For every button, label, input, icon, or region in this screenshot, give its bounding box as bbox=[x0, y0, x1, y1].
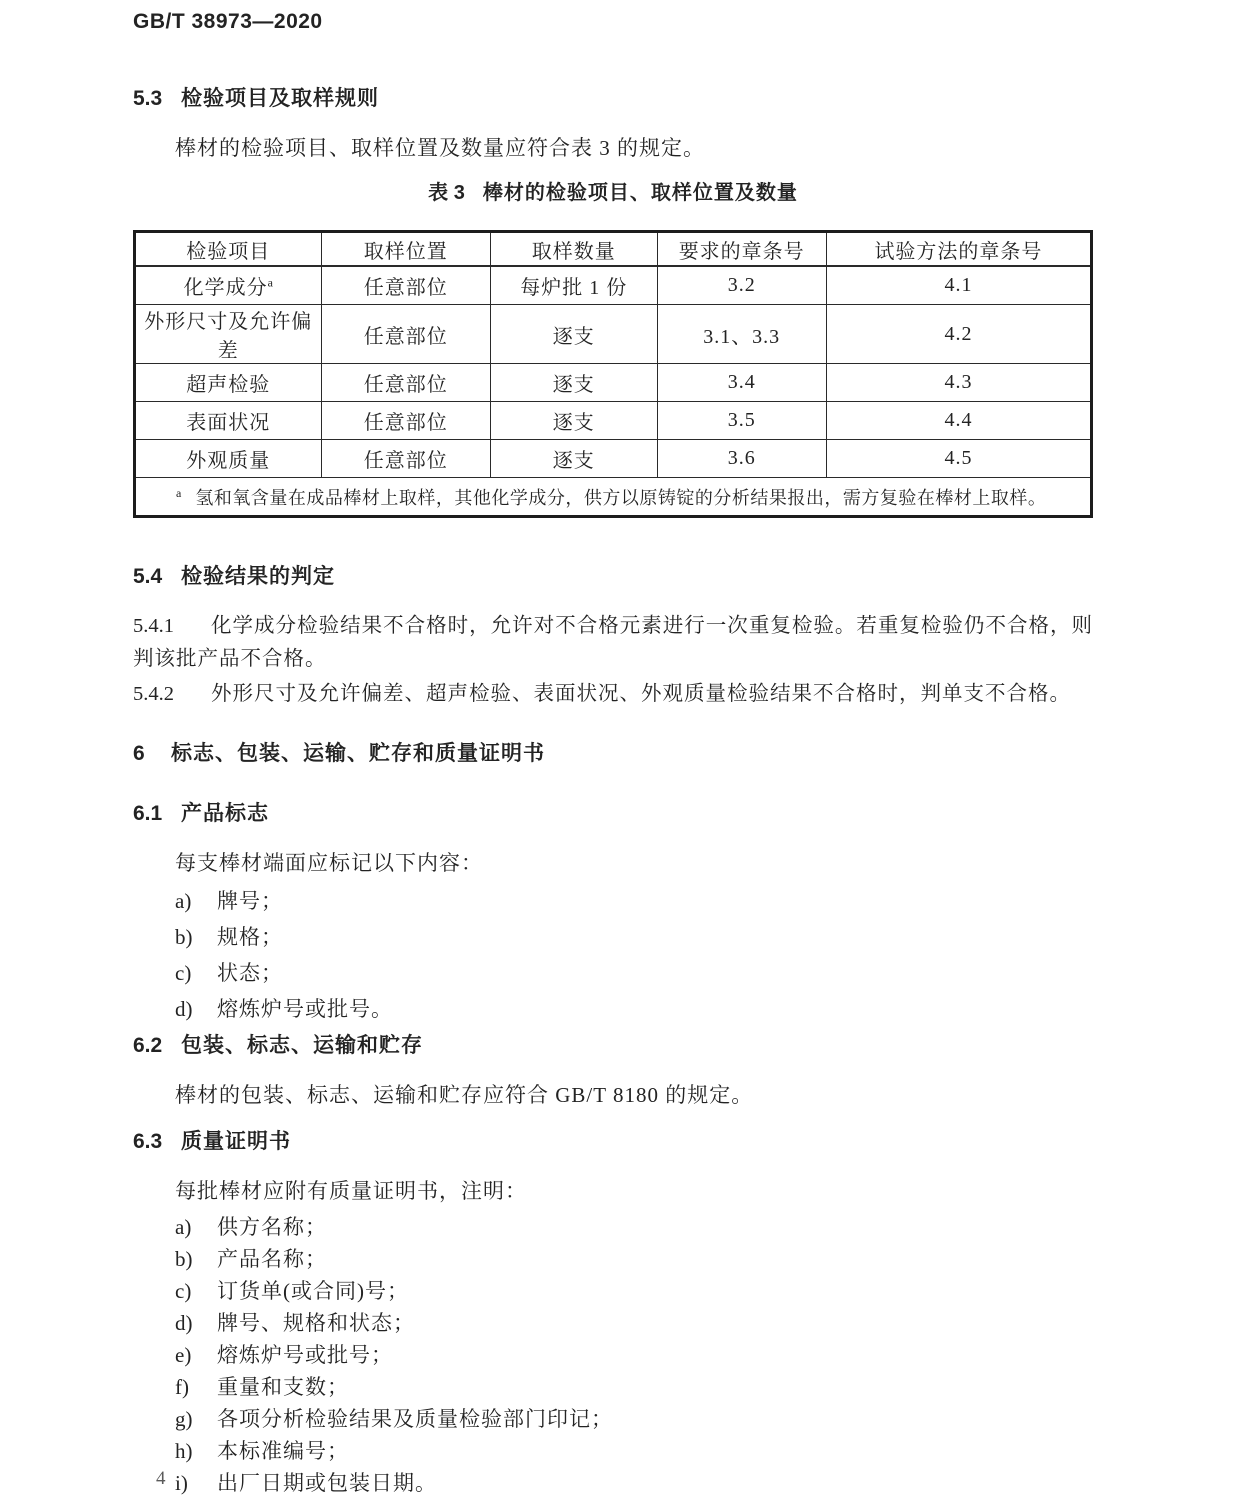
list-item bbox=[133, 919, 1093, 955]
footnote-text: 氢和氧含量在成品棒材上取样，其他化学成分，供方以原铸锭的分析结果报出，需方复验在棒材上取样。 bbox=[195, 487, 1047, 508]
cell-item: 外形尺寸及允许偏差 bbox=[135, 305, 322, 364]
list-item bbox=[133, 1371, 1093, 1403]
clause-text: 外形尺寸及允许偏差、超声检验、表面状况、外观质量检验结果不合格时，判单支不合格。 bbox=[211, 683, 1071, 705]
section-6-2-paragraph: 棒材的包装、标志、运输和贮存应符合 GB/T 8180 的规定。 bbox=[175, 1083, 754, 1107]
list-marker: b) bbox=[175, 1247, 193, 1271]
list-item bbox=[133, 1275, 1093, 1307]
section-5-4-heading bbox=[133, 564, 1093, 590]
list-item bbox=[133, 1211, 1093, 1243]
section-6-heading bbox=[133, 741, 1093, 767]
section-title: 检验项目及取样规则 bbox=[181, 87, 379, 110]
list-text: 牌号、规格和状态； bbox=[217, 1311, 415, 1335]
section-title: 检验结果的判定 bbox=[181, 565, 335, 588]
col-header: 试验方法的章条号 bbox=[826, 232, 1091, 267]
table-header-row bbox=[135, 232, 1092, 267]
list-item bbox=[133, 991, 1093, 1027]
cell-location: 任意部位 bbox=[321, 364, 490, 402]
col-header: 取样数量 bbox=[490, 232, 657, 267]
cell-requirement-clause: 3.2 bbox=[657, 266, 826, 305]
table-caption-title: 棒材的检验项目、取样位置及数量 bbox=[482, 182, 798, 204]
cell-test-method-clause: 4.4 bbox=[826, 402, 1091, 440]
section-5-3-heading bbox=[133, 86, 1093, 112]
list-marker: d) bbox=[175, 1311, 193, 1335]
section-6-3-heading bbox=[133, 1129, 1093, 1155]
list-marker: f) bbox=[175, 1375, 189, 1399]
list-marker: h) bbox=[175, 1439, 193, 1463]
list-item bbox=[133, 1467, 1093, 1499]
footnote-marker: a bbox=[176, 485, 182, 500]
list-text: 重量和支数； bbox=[217, 1375, 349, 1399]
list-item bbox=[133, 883, 1093, 919]
section-6-3-paragraph: 每批棒材应附有质量证明书，注明： bbox=[175, 1179, 527, 1203]
table-caption-label: 表 3 bbox=[428, 182, 465, 204]
list-item bbox=[133, 955, 1093, 991]
section-title: 标志、包装、运输、贮存和质量证明书 bbox=[171, 742, 545, 765]
list-text: 状态； bbox=[217, 961, 283, 985]
cell-requirement-clause: 3.5 bbox=[657, 402, 826, 440]
list-item bbox=[133, 1403, 1093, 1435]
cell-item bbox=[135, 266, 322, 305]
list-text: 熔炼炉号或批号； bbox=[217, 1343, 393, 1367]
list-marker: a) bbox=[175, 889, 192, 913]
section-title: 质量证明书 bbox=[181, 1130, 291, 1153]
section-title: 包装、标志、运输和贮存 bbox=[181, 1034, 423, 1057]
section-number: 6.3 bbox=[133, 1130, 163, 1153]
table-row bbox=[135, 440, 1092, 478]
list-marker: a) bbox=[175, 1215, 192, 1239]
footnote-ref: a bbox=[267, 275, 273, 290]
table-row bbox=[135, 305, 1092, 364]
list-text: 出厂日期或包装日期。 bbox=[217, 1471, 437, 1495]
cell-test-method-clause: 4.5 bbox=[826, 440, 1091, 478]
cell-requirement-clause: 3.6 bbox=[657, 440, 826, 478]
standard-code: GB/T 38973—2020 bbox=[133, 10, 323, 33]
cell-text: 化学成分 bbox=[183, 277, 268, 299]
list-marker: c) bbox=[175, 1279, 192, 1303]
list-text: 熔炼炉号或批号。 bbox=[217, 997, 393, 1021]
list-item bbox=[133, 1307, 1093, 1339]
list-text: 各项分析检验结果及质量检验部门印记； bbox=[217, 1407, 613, 1431]
col-header: 要求的章条号 bbox=[657, 232, 826, 267]
list-text: 规格； bbox=[217, 925, 283, 949]
cell-quantity: 逐支 bbox=[490, 364, 657, 402]
section-number: 5.4 bbox=[133, 565, 163, 588]
table-row bbox=[135, 266, 1092, 305]
cell-item: 外观质量 bbox=[135, 440, 322, 478]
list-item bbox=[133, 1243, 1093, 1275]
cell-location: 任意部位 bbox=[321, 440, 490, 478]
table-3 bbox=[133, 230, 1093, 518]
cell-quantity: 逐支 bbox=[490, 402, 657, 440]
table-row bbox=[135, 364, 1092, 402]
clause-text: 化学成分检验结果不合格时，允许对不合格元素进行一次重复检验。若重复检验仍不合格，则判该批产品不合格。 bbox=[133, 615, 1093, 670]
cell-test-method-clause: 4.3 bbox=[826, 364, 1091, 402]
section-6-2-heading bbox=[133, 1033, 1093, 1059]
clause-5-4-1 bbox=[133, 610, 1093, 676]
cell-quantity: 逐支 bbox=[490, 440, 657, 478]
list-marker: g) bbox=[175, 1407, 193, 1431]
list-marker: i) bbox=[175, 1471, 188, 1495]
cell-location: 任意部位 bbox=[321, 402, 490, 440]
col-header: 取样位置 bbox=[321, 232, 490, 267]
section-number: 6 bbox=[133, 742, 145, 765]
page-number: 4 bbox=[156, 1468, 166, 1489]
list-marker: c) bbox=[175, 961, 192, 985]
list-item bbox=[133, 1339, 1093, 1371]
cell-requirement-clause: 3.1、3.3 bbox=[657, 305, 826, 364]
section-number: 5.3 bbox=[133, 87, 163, 110]
page-content bbox=[0, 10, 1240, 1499]
clause-number: 5.4.1 bbox=[133, 615, 174, 637]
list-marker: d) bbox=[175, 997, 193, 1021]
section-6-1-heading bbox=[133, 801, 1093, 827]
list-text: 产品名称； bbox=[217, 1247, 327, 1271]
list-text: 牌号； bbox=[217, 889, 283, 913]
cell-quantity: 逐支 bbox=[490, 305, 657, 364]
cell-item: 表面状况 bbox=[135, 402, 322, 440]
section-title: 产品标志 bbox=[181, 802, 269, 825]
table-footnote-row bbox=[135, 478, 1092, 517]
section-5-3-paragraph: 棒材的检验项目、取样位置及数量应符合表 3 的规定。 bbox=[175, 136, 705, 160]
table-row bbox=[135, 402, 1092, 440]
cell-test-method-clause: 4.2 bbox=[826, 305, 1091, 364]
section-number: 6.2 bbox=[133, 1034, 163, 1057]
list-text: 本标准编号； bbox=[217, 1439, 349, 1463]
list-marker: e) bbox=[175, 1343, 192, 1367]
cell-location: 任意部位 bbox=[321, 266, 490, 305]
table-3-caption bbox=[133, 180, 1093, 206]
section-number: 6.1 bbox=[133, 802, 163, 825]
cell-quantity: 每炉批 1 份 bbox=[490, 266, 657, 305]
col-header: 检验项目 bbox=[135, 232, 322, 267]
cell-test-method-clause: 4.1 bbox=[826, 266, 1091, 305]
clause-number: 5.4.2 bbox=[133, 683, 174, 705]
cell-location: 任意部位 bbox=[321, 305, 490, 364]
list-marker: b) bbox=[175, 925, 193, 949]
list-text: 订货单(或合同)号； bbox=[217, 1279, 409, 1303]
list-text: 供方名称； bbox=[217, 1215, 327, 1239]
cell-item: 超声检验 bbox=[135, 364, 322, 402]
clause-5-4-2 bbox=[133, 678, 1093, 711]
list-item bbox=[133, 1435, 1093, 1467]
table-footnote bbox=[135, 478, 1092, 517]
section-6-1-paragraph: 每支棒材端面应标记以下内容： bbox=[175, 851, 483, 875]
cell-requirement-clause: 3.4 bbox=[657, 364, 826, 402]
